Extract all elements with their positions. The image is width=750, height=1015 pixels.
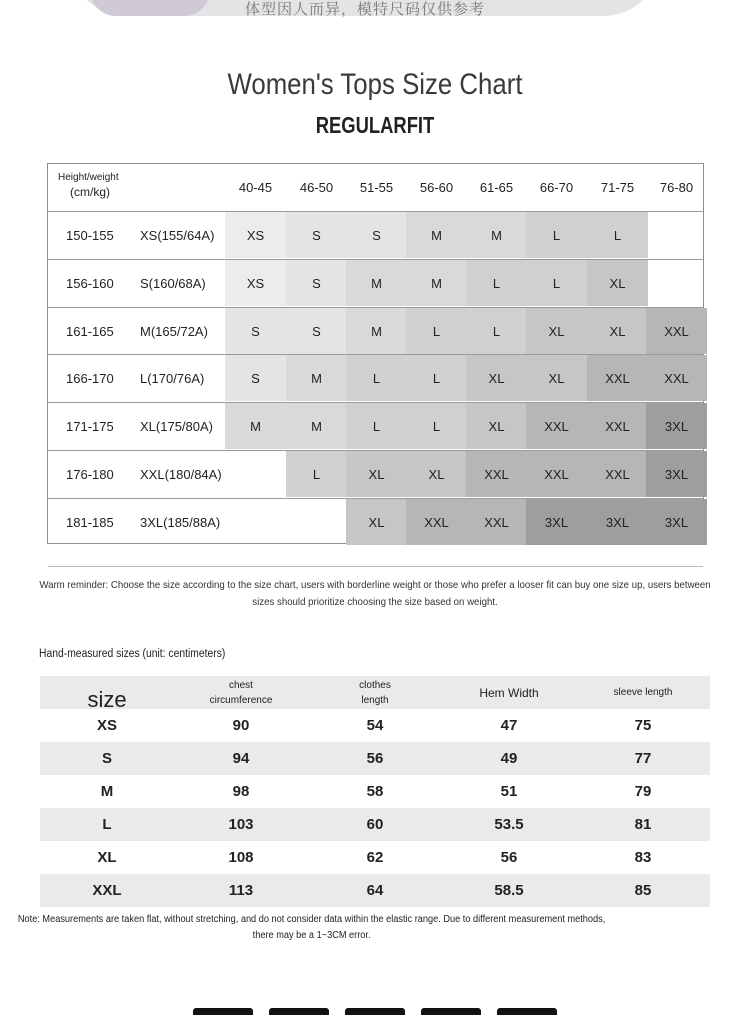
table-cell: 90 [232, 717, 250, 734]
table-cell: L [102, 816, 112, 833]
table-cell: 54 [366, 717, 384, 734]
size-cell: XXL [466, 499, 527, 545]
header-sleeve: sleeve length [613, 687, 673, 698]
size-cell: S [286, 260, 347, 306]
size-cell: XL [346, 451, 407, 497]
weight-column-header: 46-50 [299, 180, 334, 195]
table-cell: 103 [228, 816, 254, 833]
table-cell: M [100, 783, 114, 800]
size-cell [646, 260, 707, 306]
table-cell: 81 [634, 816, 652, 833]
table-cell: XS [96, 717, 117, 734]
table-cell: 113 [228, 882, 254, 899]
size-cell: XS [225, 260, 286, 306]
size-cell: M [406, 212, 467, 258]
table-cell: 108 [228, 849, 254, 866]
table-cell: 62 [366, 849, 384, 866]
size-cell: L [466, 308, 527, 354]
size-cell: L [406, 308, 467, 354]
size-cell: XL [346, 499, 407, 545]
size-cell: L [406, 403, 467, 449]
size-cell: XL [466, 403, 527, 449]
corner-label-bottom: (cm/kg) [70, 185, 110, 199]
table-row [40, 808, 710, 841]
table-cell: 79 [634, 783, 652, 800]
row-standard-size: XXL(180/84A) [140, 466, 222, 482]
weight-column-header: 61-65 [479, 180, 514, 195]
table-cell: 77 [634, 750, 652, 767]
size-cell: S [225, 355, 286, 401]
row-height-range: 150-155 [66, 227, 114, 243]
size-cell: M [406, 260, 467, 306]
next-section-heading-partial [0, 998, 750, 1015]
size-cell: XXL [587, 355, 648, 401]
size-cell: L [466, 260, 527, 306]
table-cell: 60 [366, 816, 384, 833]
size-cell: XL [526, 308, 587, 354]
size-cell: XXL [406, 499, 467, 545]
size-cell: XXL [587, 403, 648, 449]
size-cell: XXL [466, 451, 527, 497]
table-cell: 53.5 [494, 816, 524, 833]
measurement-header-row [40, 676, 710, 712]
header-size: size [87, 686, 127, 712]
banner-caption: 体型因人而异，模特尺码仅供参考 [244, 1, 485, 18]
size-cell: M [466, 212, 527, 258]
size-cell [225, 451, 286, 497]
size-cell: XXL [526, 403, 587, 449]
row-height-range: 176-180 [66, 466, 114, 482]
size-cell: XXL [646, 355, 707, 401]
size-cell: M [286, 403, 347, 449]
row-standard-size: XS(155/64A) [140, 227, 215, 243]
weight-column-header: 51-55 [359, 180, 394, 195]
size-cell [225, 499, 286, 545]
size-cell: XXL [646, 308, 707, 354]
table-row [40, 775, 710, 808]
size-cell: L [526, 212, 587, 258]
size-cell: XL [406, 451, 467, 497]
model-banner [70, 0, 660, 16]
size-cell: L [406, 355, 467, 401]
row-standard-size: 3XL(185/88A) [140, 514, 221, 530]
row-height-range: 181-185 [66, 514, 114, 530]
corner-label [58, 170, 119, 200]
weight-column-header: 71-75 [600, 180, 635, 195]
table-cell: 85 [634, 882, 652, 899]
weight-column-header: 76-80 [659, 180, 694, 195]
size-cell [646, 212, 707, 258]
size-cell: S [286, 308, 347, 354]
weight-column-header: 66-70 [539, 180, 574, 195]
table-cell: 58 [366, 783, 384, 800]
table-cell: 56 [500, 849, 518, 866]
size-cell: M [225, 403, 286, 449]
size-cell: M [346, 308, 407, 354]
row-height-range: 156-160 [66, 275, 114, 291]
size-cell: M [286, 355, 347, 401]
table-cell: XL [97, 849, 117, 866]
size-cell: 3XL [646, 499, 707, 545]
size-cell: 3XL [646, 451, 707, 497]
row-height-range: 171-175 [66, 418, 114, 434]
table-cell: 51 [500, 783, 518, 800]
table-row [40, 874, 710, 907]
size-cell: S [346, 212, 407, 258]
table-row [40, 841, 710, 874]
size-cell [286, 499, 347, 545]
size-cell: 3XL [526, 499, 587, 545]
table-cell: 49 [500, 750, 518, 767]
row-standard-size: S(160/68A) [140, 275, 206, 291]
table-row [40, 742, 710, 775]
size-cell: XS [225, 212, 286, 258]
size-cell: L [526, 260, 587, 306]
table-cell: XXL [92, 882, 122, 899]
weight-column-header: 56-60 [419, 180, 454, 195]
size-cell: L [346, 403, 407, 449]
page-title: Women's Tops Size Chart [227, 68, 523, 101]
warm-reminder: Warm reminder: Choose the size according to the size chart, users with borderline weight or those who prefer a looser fit can buy one size up, users between sizes should prioritize choosing the size based on weight. [39, 579, 711, 608]
header-chest-line1: chest [229, 679, 253, 691]
size-cell: M [346, 260, 407, 306]
divider [48, 566, 703, 567]
row-standard-size: L(170/76A) [140, 370, 205, 386]
table-cell: 56 [366, 750, 384, 767]
size-cell: L [286, 451, 347, 497]
header-length-line2: length [361, 694, 389, 706]
header-chest-line2: circumference [209, 694, 273, 706]
header-hem: Hem Width [479, 685, 539, 700]
size-cell: S [225, 308, 286, 354]
table-cell: 47 [500, 717, 518, 734]
header-chest [174, 676, 308, 709]
size-cell: XL [526, 355, 587, 401]
corner-label-top: Height/weight [58, 172, 119, 183]
table-cell: 98 [232, 783, 250, 800]
table-cell: 94 [232, 750, 250, 767]
size-cell: 3XL [587, 499, 648, 545]
table-cell: 75 [634, 717, 652, 734]
header-length-line1: clothes [359, 679, 391, 691]
table-row [40, 709, 710, 742]
row-height-range: 166-170 [66, 370, 114, 386]
table-cell: 58.5 [494, 882, 524, 899]
table-cell: S [101, 750, 112, 767]
table-cell: 83 [634, 849, 652, 866]
table-cell: 64 [366, 882, 384, 899]
row-standard-size: M(165/72A) [140, 323, 208, 339]
size-cell: L [346, 355, 407, 401]
size-chart-grid [47, 163, 704, 544]
row-standard-size: XL(175/80A) [140, 418, 213, 434]
size-cell: XL [587, 308, 648, 354]
size-cell: L [587, 212, 648, 258]
page-subtitle: REGULARFIT [315, 112, 435, 138]
size-cell: XL [587, 260, 648, 306]
weight-column-header: 40-45 [238, 180, 273, 195]
row-height-range: 161-165 [66, 323, 114, 339]
header-length [308, 676, 442, 709]
size-cell: XL [466, 355, 527, 401]
size-cell: 3XL [646, 403, 707, 449]
size-cell: XXL [526, 451, 587, 497]
measurement-note: Note: Measurements are taken flat, without stretching, and do not consider data within the elastic range. Due to different measurement methods, there may be a 1~3CM error. [17, 914, 606, 941]
measurements-title: Hand-measured sizes (unit: centimeters) [39, 648, 226, 660]
size-cell: S [286, 212, 347, 258]
size-cell: XXL [587, 451, 648, 497]
